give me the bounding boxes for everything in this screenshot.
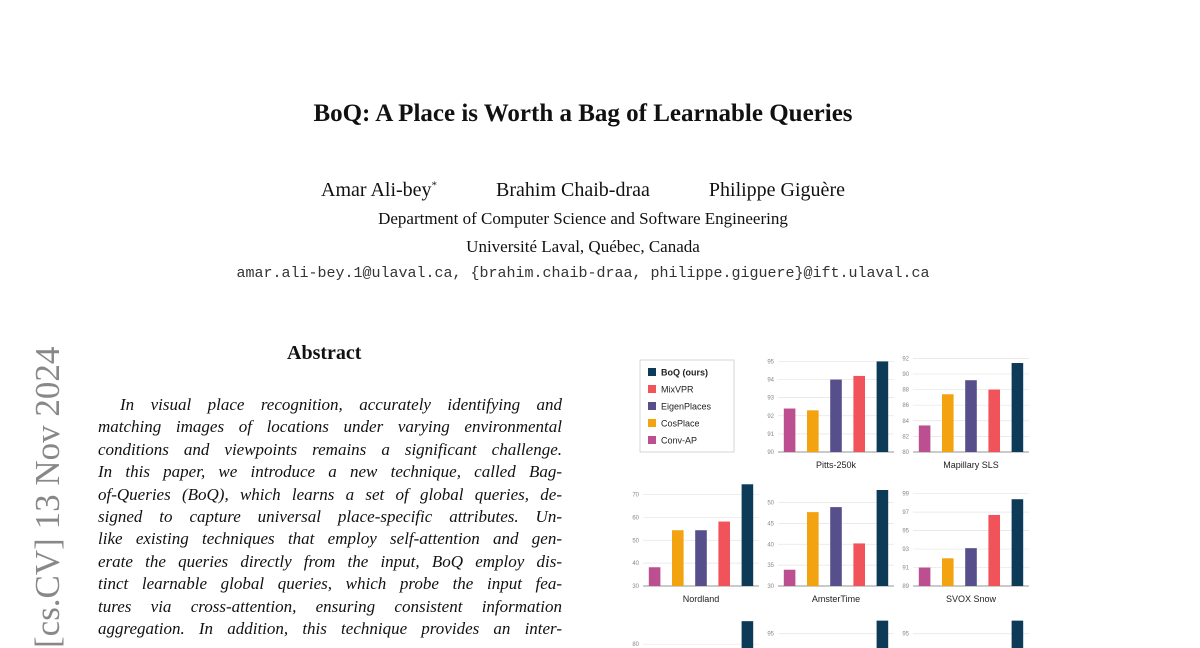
- abstract-line: In this paper, we introduce a new technique, called Bag-: [98, 462, 562, 482]
- legend-swatch: [648, 368, 656, 376]
- panel-title: SVOX Snow: [945, 594, 997, 604]
- legend-label: BoQ (ours): [661, 367, 708, 378]
- panel-title: AmsterTime: [811, 594, 861, 604]
- bar-eigenplaces: [830, 380, 842, 452]
- bar-cosplace: [672, 530, 684, 586]
- y-tick-label: 97: [902, 510, 909, 517]
- abstract-line: aggregation. In addition, this technique provides an inter-: [98, 619, 562, 639]
- abstract-line: conditions and viewpoints remains a significant challenge.: [98, 439, 562, 459]
- legend-label: MixVPR: [661, 384, 694, 395]
- results-bar-chart-figure: [606, 350, 1056, 648]
- abstract-line: of-Queries (BoQ), which learns a set of global queries, de-: [98, 484, 562, 504]
- paper-title: BoQ: A Place is Worth a Bag of Learnable Queries: [313, 100, 853, 127]
- y-tick-label: 30: [632, 584, 639, 590]
- bar-boq-ours: [1012, 621, 1024, 648]
- abstract-line: tinct learnable global queries, which probe the input fea-: [98, 574, 562, 594]
- y-tick-label: 92: [767, 413, 774, 420]
- bar-mixvpr: [853, 376, 865, 452]
- bar-boq-ours: [742, 621, 754, 648]
- legend-swatch: [648, 419, 656, 427]
- y-tick-label: 40: [632, 561, 639, 568]
- y-tick-label: 90: [902, 371, 909, 378]
- abstract-text: [98, 394, 562, 640]
- bar-conv-ap: [649, 567, 661, 586]
- bar-conv-ap: [919, 568, 931, 586]
- legend-swatch: [648, 402, 656, 410]
- bar-conv-ap: [919, 425, 931, 452]
- y-tick-label: 80: [902, 450, 909, 456]
- abstract-line: matching images of locations under varying environmental: [98, 417, 562, 437]
- y-tick-label: 93: [767, 395, 774, 402]
- legend-label: CosPlace: [661, 418, 700, 429]
- bar-conv-ap: [784, 409, 796, 452]
- y-tick-label: 95: [902, 528, 909, 535]
- bar-boq-ours: [1012, 499, 1024, 586]
- legend-label: EigenPlaces: [661, 401, 712, 412]
- author-list: [0, 179, 1166, 202]
- bar-eigenplaces: [965, 548, 977, 586]
- bar-eigenplaces: [965, 380, 977, 452]
- y-tick-label: 50: [632, 538, 639, 545]
- bar-cosplace: [942, 394, 954, 452]
- abstract-line: In visual place recognition, accurately identifying and: [120, 395, 562, 414]
- legend-swatch: [648, 436, 656, 444]
- panel-title: Nordland: [682, 594, 720, 604]
- y-tick-label: 91: [902, 565, 909, 572]
- y-tick-label: 95: [902, 631, 909, 638]
- y-tick-label: 60: [632, 515, 639, 522]
- affiliation-department: Department of Computer Science and Software Engineering: [378, 209, 788, 228]
- y-tick-label: 95: [767, 631, 774, 638]
- legend-label: Conv-AP: [661, 435, 698, 446]
- abstract-heading: Abstract: [287, 342, 362, 364]
- bar-mixvpr: [988, 515, 1000, 586]
- affiliation-university: Université Laval, Québec, Canada: [466, 237, 700, 256]
- y-tick-label: 89: [902, 584, 909, 590]
- y-tick-label: 50: [767, 500, 774, 507]
- abstract-line: tures via cross-attention, ensuring consistent information: [98, 596, 562, 616]
- y-tick-label: 95: [767, 359, 774, 366]
- panel-title: Mapillary SLS: [943, 460, 999, 470]
- bar-boq-ours: [877, 621, 889, 648]
- bar-mixvpr: [718, 522, 730, 586]
- y-tick-label: 88: [902, 387, 909, 394]
- author: Philippe Giguère: [708, 179, 845, 201]
- legend-swatch: [648, 385, 656, 393]
- y-tick-label: 91: [767, 431, 774, 438]
- y-tick-label: 92: [902, 356, 909, 363]
- y-tick-label: 86: [902, 403, 909, 410]
- y-tick-label: 94: [767, 377, 774, 384]
- bar-cosplace: [807, 512, 819, 586]
- y-tick-label: 35: [767, 563, 774, 570]
- y-tick-label: 45: [767, 521, 774, 528]
- y-tick-label: 80: [632, 642, 639, 648]
- bar-eigenplaces: [830, 507, 842, 586]
- bar-boq-ours: [877, 361, 889, 452]
- bar-mixvpr: [988, 390, 1000, 452]
- abstract-line: like existing techniques that employ self-attention and gen-: [98, 529, 562, 549]
- author: Brahim Chaib-draa: [496, 179, 650, 201]
- bar-conv-ap: [784, 570, 796, 586]
- y-tick-label: 84: [902, 418, 909, 425]
- bar-cosplace: [942, 558, 954, 586]
- panel-title: Pitts-250k: [815, 460, 857, 470]
- bar-mixvpr: [853, 543, 865, 586]
- bar-eigenplaces: [695, 530, 707, 586]
- arxiv-stamp: [cs.CV] 13 Nov 2024: [28, 346, 67, 648]
- y-tick-label: 82: [902, 434, 909, 441]
- y-tick-label: 70: [632, 492, 639, 499]
- bar-boq-ours: [1012, 363, 1024, 452]
- bar-boq-ours: [742, 484, 754, 586]
- bar-boq-ours: [877, 490, 889, 586]
- abstract-line: signed to capture universal place-specific attributes. Un-: [98, 507, 562, 527]
- abstract-line: erate the queries directly from the input, BoQ employ dis-: [98, 551, 562, 571]
- y-tick-label: 90: [767, 450, 774, 456]
- y-tick-label: 93: [902, 547, 909, 554]
- y-tick-label: 99: [902, 491, 909, 498]
- bar-cosplace: [807, 410, 819, 452]
- author: Amar Ali-bey*: [321, 179, 438, 201]
- y-tick-label: 30: [767, 584, 774, 590]
- author-emails: amar.ali-bey.1@ulaval.ca, {brahim.chaib-draa, philippe.giguere}@ift.ulaval.ca: [236, 265, 930, 282]
- y-tick-label: 40: [767, 542, 774, 549]
